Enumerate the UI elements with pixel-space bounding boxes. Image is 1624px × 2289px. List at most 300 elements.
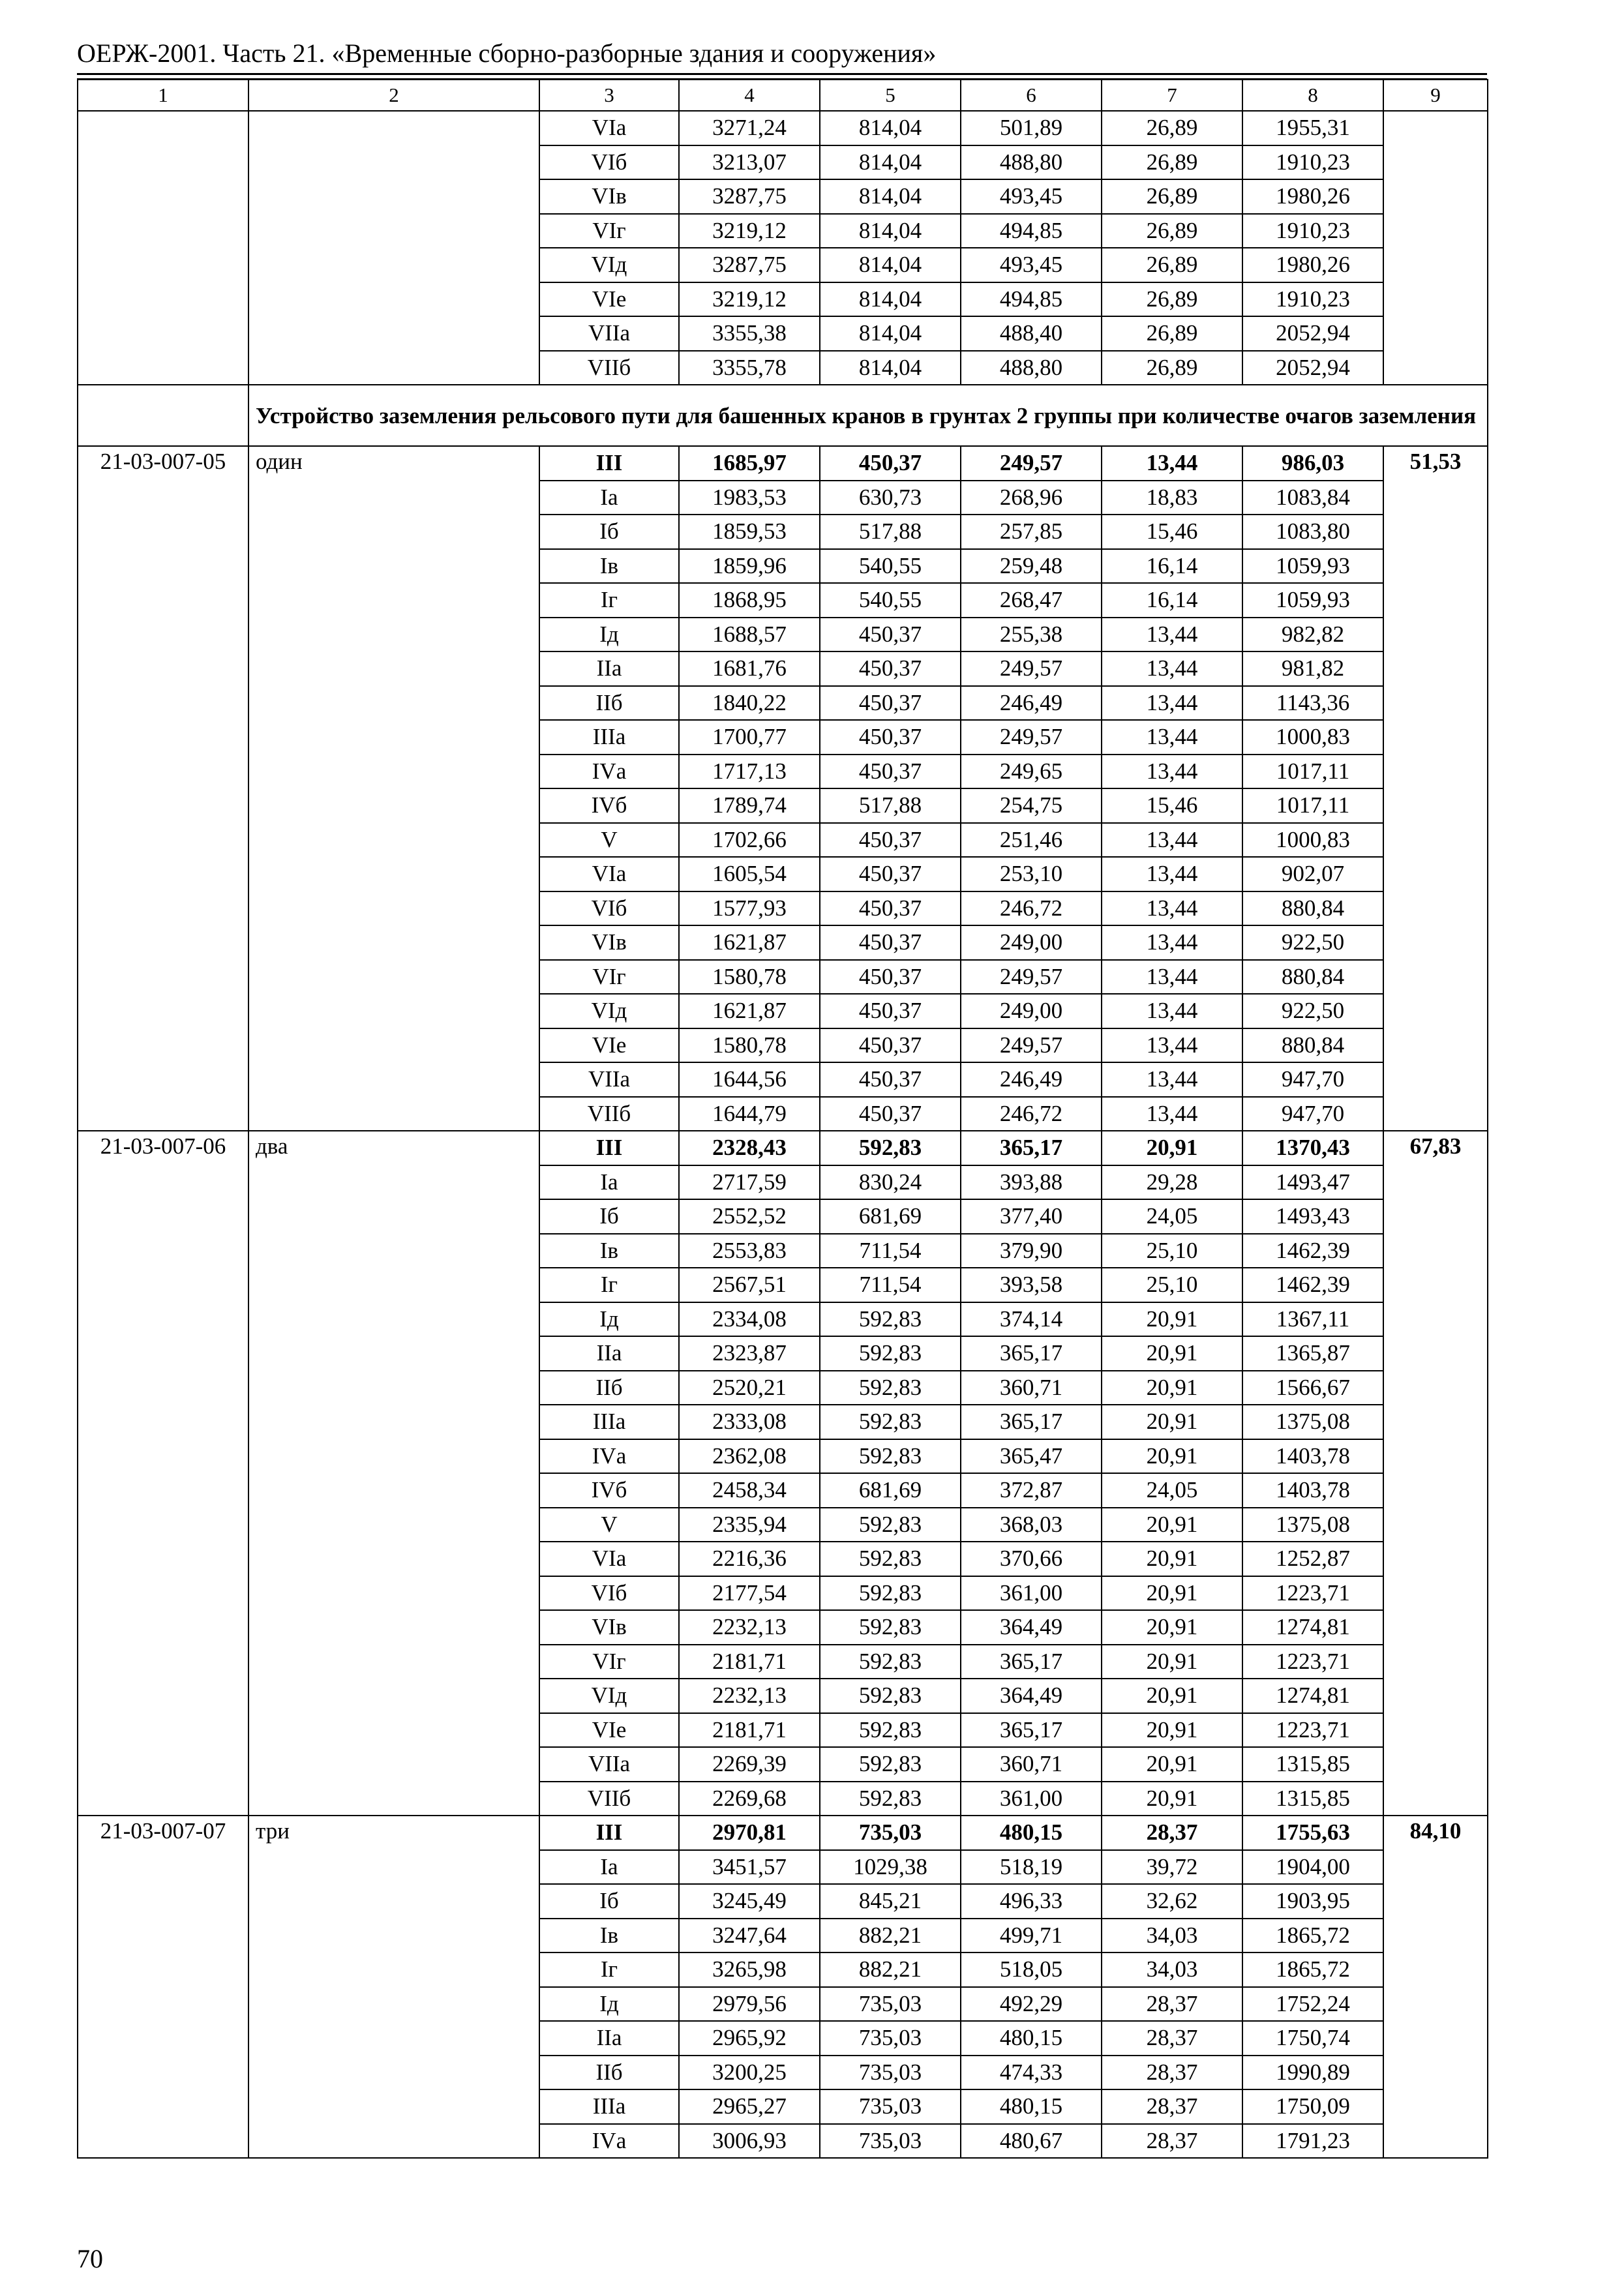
- value-cell: 1791,23: [1242, 2124, 1383, 2159]
- value-cell: 246,72: [961, 1097, 1102, 1131]
- value-cell: 1375,08: [1242, 1405, 1383, 1439]
- value-cell: 3271,24: [679, 111, 820, 145]
- value-cell: 480,15: [961, 1816, 1102, 1850]
- zone-cell: IIIа: [539, 1405, 679, 1439]
- value-cell: 13,44: [1102, 755, 1242, 789]
- value-cell: 1083,80: [1242, 515, 1383, 549]
- zone-cell: VIг: [539, 960, 679, 995]
- value-cell: 450,37: [820, 686, 961, 721]
- value-cell: 18,83: [1102, 481, 1242, 515]
- value-cell: 1910,23: [1242, 145, 1383, 180]
- zone-cell: VIа: [539, 1542, 679, 1576]
- value-cell: 450,37: [820, 823, 961, 858]
- value-cell: 1000,83: [1242, 823, 1383, 858]
- value-cell: 1223,71: [1242, 1645, 1383, 1679]
- zone-cell: V: [539, 1508, 679, 1542]
- value-cell: 28,37: [1102, 2124, 1242, 2159]
- table-row: [78, 1131, 1488, 1165]
- value-cell: 3006,93: [679, 2124, 820, 2159]
- zone-cell: III: [539, 1131, 679, 1165]
- value-cell: 2328,43: [679, 1131, 820, 1165]
- value-cell: 374,14: [961, 1302, 1102, 1337]
- zone-cell: Iб: [539, 515, 679, 549]
- value-cell: 1083,84: [1242, 481, 1383, 515]
- value-cell: 540,55: [820, 549, 961, 584]
- value-cell: 480,15: [961, 2021, 1102, 2056]
- value-cell: 735,03: [820, 2124, 961, 2159]
- value-cell: 3219,12: [679, 214, 820, 248]
- zone-cell: VIг: [539, 214, 679, 248]
- value-cell: 15,46: [1102, 515, 1242, 549]
- value-cell: 1017,11: [1242, 788, 1383, 823]
- value-cell: 2362,08: [679, 1439, 820, 1474]
- value-cell: 365,17: [961, 1405, 1102, 1439]
- value-cell: 26,89: [1102, 351, 1242, 385]
- value-cell: 880,84: [1242, 960, 1383, 995]
- value-cell: 1688,57: [679, 618, 820, 652]
- value-cell: 493,45: [961, 248, 1102, 282]
- column-number-row: [78, 80, 1488, 111]
- zone-cell: VIб: [539, 145, 679, 180]
- value-cell: 26,89: [1102, 111, 1242, 145]
- zone-cell: V: [539, 823, 679, 858]
- value-cell: 249,57: [961, 720, 1102, 755]
- value-cell: 711,54: [820, 1234, 961, 1268]
- zone-cell: VIIб: [539, 1782, 679, 1816]
- zone-cell: Iа: [539, 481, 679, 515]
- value-cell: 2177,54: [679, 1576, 820, 1611]
- value-cell: 450,37: [820, 994, 961, 1028]
- value-cell: 480,15: [961, 2089, 1102, 2124]
- value-cell: 393,88: [961, 1165, 1102, 1200]
- zone-cell: IIб: [539, 1371, 679, 1405]
- value-cell: 20,91: [1102, 1645, 1242, 1679]
- column-number-cell: 2: [248, 80, 539, 111]
- value-cell: 365,17: [961, 1131, 1102, 1165]
- value-cell: 2323,87: [679, 1336, 820, 1371]
- value-cell: 450,37: [820, 618, 961, 652]
- code-cell: 21-03-007-05: [78, 446, 248, 1131]
- section-empty-cell: [78, 385, 248, 446]
- name-cell: [248, 111, 539, 385]
- value-cell: 28,37: [1102, 1987, 1242, 2022]
- value-cell: 882,21: [820, 1919, 961, 1953]
- value-cell: 28,37: [1102, 1816, 1242, 1850]
- value-cell: 981,82: [1242, 651, 1383, 686]
- zone-cell: VIд: [539, 1679, 679, 1713]
- value-cell: 450,37: [820, 960, 961, 995]
- value-cell: 32,62: [1102, 1884, 1242, 1919]
- value-cell: 372,87: [961, 1473, 1102, 1508]
- value-cell: 246,49: [961, 686, 1102, 721]
- page-header: ОЕРЖ-2001. Часть 21. «Временные сборно-разборные здания и сооружения»: [77, 38, 937, 68]
- value-cell: 1752,24: [1242, 1987, 1383, 2022]
- value-cell: 1868,95: [679, 583, 820, 618]
- value-cell: 630,73: [820, 481, 961, 515]
- zone-cell: IIа: [539, 651, 679, 686]
- value-cell: 592,83: [820, 1336, 961, 1371]
- zone-cell: Iг: [539, 1268, 679, 1302]
- value-cell: 20,91: [1102, 1610, 1242, 1645]
- value-cell: 2553,83: [679, 1234, 820, 1268]
- value-cell: 1315,85: [1242, 1747, 1383, 1782]
- value-cell: 3213,07: [679, 145, 820, 180]
- column-number-cell: 8: [1242, 80, 1383, 111]
- labor-cell: 84,10: [1383, 1816, 1488, 2158]
- zone-cell: VIа: [539, 111, 679, 145]
- value-cell: 681,69: [820, 1473, 961, 1508]
- value-cell: 735,03: [820, 2056, 961, 2090]
- zone-cell: VIIб: [539, 1097, 679, 1131]
- zone-cell: VIв: [539, 1610, 679, 1645]
- value-cell: 1717,13: [679, 755, 820, 789]
- value-cell: 1252,87: [1242, 1542, 1383, 1576]
- value-cell: 26,89: [1102, 179, 1242, 214]
- value-cell: 257,85: [961, 515, 1102, 549]
- value-cell: 450,37: [820, 720, 961, 755]
- value-cell: 1365,87: [1242, 1336, 1383, 1371]
- value-cell: 735,03: [820, 2021, 961, 2056]
- value-cell: 1955,31: [1242, 111, 1383, 145]
- value-cell: 2552,52: [679, 1199, 820, 1234]
- value-cell: 1859,96: [679, 549, 820, 584]
- value-cell: 1462,39: [1242, 1234, 1383, 1268]
- value-cell: 13,44: [1102, 1062, 1242, 1097]
- value-cell: 20,91: [1102, 1679, 1242, 1713]
- value-cell: 1702,66: [679, 823, 820, 858]
- section-title: Устройство заземления рельсового пути для башенных кранов в грунтах 2 группы при количестве очагов заземления: [248, 385, 1488, 446]
- value-cell: 25,10: [1102, 1268, 1242, 1302]
- value-cell: 249,00: [961, 925, 1102, 960]
- value-cell: 1566,67: [1242, 1371, 1383, 1405]
- value-cell: 1750,74: [1242, 2021, 1383, 2056]
- name-cell: три: [248, 1816, 539, 2158]
- value-cell: 3451,57: [679, 1850, 820, 1885]
- value-cell: 518,05: [961, 1952, 1102, 1987]
- value-cell: 13,44: [1102, 1097, 1242, 1131]
- value-cell: 592,83: [820, 1508, 961, 1542]
- value-cell: 13,44: [1102, 446, 1242, 481]
- zone-cell: Iг: [539, 583, 679, 618]
- value-cell: 3245,49: [679, 1884, 820, 1919]
- value-cell: 3287,75: [679, 179, 820, 214]
- value-cell: 496,33: [961, 1884, 1102, 1919]
- value-cell: 2979,56: [679, 1987, 820, 2022]
- value-cell: 26,89: [1102, 248, 1242, 282]
- zone-cell: Iд: [539, 618, 679, 652]
- value-cell: 3200,25: [679, 2056, 820, 2090]
- value-cell: 1789,74: [679, 788, 820, 823]
- value-cell: 268,47: [961, 583, 1102, 618]
- value-cell: 1980,26: [1242, 248, 1383, 282]
- value-cell: 246,49: [961, 1062, 1102, 1097]
- value-cell: 1865,72: [1242, 1919, 1383, 1953]
- value-cell: 360,71: [961, 1747, 1102, 1782]
- zone-cell: Iд: [539, 1302, 679, 1337]
- value-cell: 1367,11: [1242, 1302, 1383, 1337]
- value-cell: 24,05: [1102, 1199, 1242, 1234]
- value-cell: 1493,47: [1242, 1165, 1383, 1200]
- column-number-cell: 3: [539, 80, 679, 111]
- value-cell: 450,37: [820, 857, 961, 891]
- zone-cell: VIе: [539, 282, 679, 317]
- zone-cell: Iв: [539, 549, 679, 584]
- zone-cell: Iа: [539, 1165, 679, 1200]
- value-cell: 2965,27: [679, 2089, 820, 2124]
- value-cell: 450,37: [820, 651, 961, 686]
- zone-cell: Iв: [539, 1234, 679, 1268]
- value-cell: 13,44: [1102, 823, 1242, 858]
- zone-cell: Iб: [539, 1884, 679, 1919]
- zone-cell: IIа: [539, 1336, 679, 1371]
- value-cell: 814,04: [820, 179, 961, 214]
- value-cell: 13,44: [1102, 857, 1242, 891]
- value-cell: 361,00: [961, 1782, 1102, 1816]
- zone-cell: VIе: [539, 1028, 679, 1063]
- table-row: [78, 446, 1488, 481]
- value-cell: 393,58: [961, 1268, 1102, 1302]
- value-cell: 711,54: [820, 1268, 961, 1302]
- value-cell: 1274,81: [1242, 1679, 1383, 1713]
- column-number-cell: 9: [1383, 80, 1488, 111]
- labor-cell: 51,53: [1383, 446, 1488, 1131]
- value-cell: 1685,97: [679, 446, 820, 481]
- value-cell: 1605,54: [679, 857, 820, 891]
- value-cell: 360,71: [961, 1371, 1102, 1405]
- value-cell: 20,91: [1102, 1439, 1242, 1474]
- value-cell: 2717,59: [679, 1165, 820, 1200]
- value-cell: 450,37: [820, 925, 961, 960]
- value-cell: 1990,89: [1242, 2056, 1383, 2090]
- zone-cell: Iб: [539, 1199, 679, 1234]
- value-cell: 1223,71: [1242, 1713, 1383, 1748]
- value-cell: 368,03: [961, 1508, 1102, 1542]
- value-cell: 26,89: [1102, 282, 1242, 317]
- value-cell: 2269,39: [679, 1747, 820, 1782]
- value-cell: 518,19: [961, 1850, 1102, 1885]
- zone-cell: Iв: [539, 1919, 679, 1953]
- value-cell: 249,57: [961, 960, 1102, 995]
- value-cell: 20,91: [1102, 1131, 1242, 1165]
- zone-cell: Iг: [539, 1952, 679, 1987]
- value-cell: 25,10: [1102, 1234, 1242, 1268]
- value-cell: 1755,63: [1242, 1816, 1383, 1850]
- header-rule-thick: [77, 73, 1487, 75]
- value-cell: 1983,53: [679, 481, 820, 515]
- value-cell: 249,57: [961, 651, 1102, 686]
- value-cell: 268,96: [961, 481, 1102, 515]
- value-cell: 902,07: [1242, 857, 1383, 891]
- value-cell: 20,91: [1102, 1405, 1242, 1439]
- value-cell: 1315,85: [1242, 1782, 1383, 1816]
- value-cell: 2052,94: [1242, 316, 1383, 351]
- value-cell: 814,04: [820, 248, 961, 282]
- value-cell: 26,89: [1102, 316, 1242, 351]
- value-cell: 1375,08: [1242, 1508, 1383, 1542]
- value-cell: 592,83: [820, 1439, 961, 1474]
- code-cell: [78, 111, 248, 385]
- zone-cell: IIб: [539, 2056, 679, 2090]
- value-cell: 249,57: [961, 446, 1102, 481]
- value-cell: 1644,79: [679, 1097, 820, 1131]
- zone-cell: VIIа: [539, 1747, 679, 1782]
- table-row: [78, 111, 1488, 145]
- value-cell: 15,46: [1102, 788, 1242, 823]
- name-cell: два: [248, 1131, 539, 1816]
- value-cell: 3355,38: [679, 316, 820, 351]
- value-cell: 501,89: [961, 111, 1102, 145]
- value-cell: 365,17: [961, 1713, 1102, 1748]
- value-cell: 2333,08: [679, 1405, 820, 1439]
- value-cell: 13,44: [1102, 720, 1242, 755]
- value-cell: 2216,36: [679, 1542, 820, 1576]
- value-cell: 1700,77: [679, 720, 820, 755]
- value-cell: 880,84: [1242, 891, 1383, 926]
- value-cell: 1059,93: [1242, 583, 1383, 618]
- value-cell: 814,04: [820, 214, 961, 248]
- page-number: 70: [77, 2244, 103, 2273]
- value-cell: 28,37: [1102, 2056, 1242, 2090]
- value-cell: 814,04: [820, 282, 961, 317]
- value-cell: 20,91: [1102, 1302, 1242, 1337]
- column-number-cell: 6: [961, 80, 1102, 111]
- value-cell: 2965,92: [679, 2021, 820, 2056]
- zone-cell: IVа: [539, 2124, 679, 2159]
- value-cell: 255,38: [961, 618, 1102, 652]
- value-cell: 365,17: [961, 1645, 1102, 1679]
- section-row: [78, 385, 1488, 446]
- value-cell: 592,83: [820, 1405, 961, 1439]
- name-cell: один: [248, 446, 539, 1131]
- value-cell: 494,85: [961, 214, 1102, 248]
- value-cell: 20,91: [1102, 1371, 1242, 1405]
- value-cell: 1840,22: [679, 686, 820, 721]
- value-cell: 681,69: [820, 1199, 961, 1234]
- value-cell: 986,03: [1242, 446, 1383, 481]
- zone-cell: III: [539, 446, 679, 481]
- value-cell: 249,65: [961, 755, 1102, 789]
- code-cell: 21-03-007-06: [78, 1131, 248, 1816]
- value-cell: 3247,64: [679, 1919, 820, 1953]
- value-cell: 982,82: [1242, 618, 1383, 652]
- value-cell: 592,83: [820, 1782, 961, 1816]
- value-cell: 1223,71: [1242, 1576, 1383, 1611]
- value-cell: 20,91: [1102, 1542, 1242, 1576]
- value-cell: 735,03: [820, 1816, 961, 1850]
- value-cell: 1059,93: [1242, 549, 1383, 584]
- value-cell: 592,83: [820, 1645, 961, 1679]
- value-cell: 488,80: [961, 145, 1102, 180]
- value-cell: 1621,87: [679, 994, 820, 1028]
- value-cell: 28,37: [1102, 2089, 1242, 2124]
- value-cell: 1462,39: [1242, 1268, 1383, 1302]
- table-row: [78, 1816, 1488, 1850]
- value-cell: 20,91: [1102, 1508, 1242, 1542]
- value-cell: 947,70: [1242, 1097, 1383, 1131]
- value-cell: 13,44: [1102, 651, 1242, 686]
- value-cell: 259,48: [961, 549, 1102, 584]
- zone-cell: Iд: [539, 1987, 679, 2022]
- value-cell: 26,89: [1102, 145, 1242, 180]
- value-cell: 880,84: [1242, 1028, 1383, 1063]
- value-cell: 488,80: [961, 351, 1102, 385]
- value-cell: 13,44: [1102, 960, 1242, 995]
- zone-cell: VIIа: [539, 1062, 679, 1097]
- value-cell: 2458,34: [679, 1473, 820, 1508]
- value-cell: 13,44: [1102, 994, 1242, 1028]
- value-cell: 517,88: [820, 515, 961, 549]
- value-cell: 517,88: [820, 788, 961, 823]
- value-cell: 2232,13: [679, 1679, 820, 1713]
- value-cell: 814,04: [820, 351, 961, 385]
- zone-cell: VIд: [539, 248, 679, 282]
- value-cell: 29,28: [1102, 1165, 1242, 1200]
- zone-cell: Iа: [539, 1850, 679, 1885]
- value-cell: 922,50: [1242, 994, 1383, 1028]
- value-cell: 1910,23: [1242, 282, 1383, 317]
- value-cell: 450,37: [820, 891, 961, 926]
- value-cell: 814,04: [820, 111, 961, 145]
- value-cell: 249,00: [961, 994, 1102, 1028]
- value-cell: 370,66: [961, 1542, 1102, 1576]
- zone-cell: IIб: [539, 686, 679, 721]
- value-cell: 1910,23: [1242, 214, 1383, 248]
- value-cell: 1750,09: [1242, 2089, 1383, 2124]
- column-number-cell: 5: [820, 80, 961, 111]
- value-cell: 592,83: [820, 1131, 961, 1165]
- column-number-cell: 1: [78, 80, 248, 111]
- value-cell: 450,37: [820, 1062, 961, 1097]
- value-cell: 1859,53: [679, 515, 820, 549]
- value-cell: 13,44: [1102, 618, 1242, 652]
- value-cell: 450,37: [820, 1097, 961, 1131]
- value-cell: 2334,08: [679, 1302, 820, 1337]
- value-cell: 377,40: [961, 1199, 1102, 1234]
- value-cell: 592,83: [820, 1576, 961, 1611]
- value-cell: 28,37: [1102, 2021, 1242, 2056]
- value-cell: 845,21: [820, 1884, 961, 1919]
- zone-cell: VIд: [539, 994, 679, 1028]
- code-cell: 21-03-007-07: [78, 1816, 248, 2158]
- zone-cell: IIа: [539, 2021, 679, 2056]
- value-cell: 592,83: [820, 1371, 961, 1405]
- table-body: [78, 80, 1488, 2158]
- value-cell: 3355,78: [679, 351, 820, 385]
- value-cell: 20,91: [1102, 1713, 1242, 1748]
- value-cell: 1577,93: [679, 891, 820, 926]
- value-cell: 364,49: [961, 1610, 1102, 1645]
- value-cell: 2520,21: [679, 1371, 820, 1405]
- price-table: [77, 79, 1488, 2159]
- value-cell: 20,91: [1102, 1576, 1242, 1611]
- value-cell: 2232,13: [679, 1610, 820, 1645]
- zone-cell: VIб: [539, 1576, 679, 1611]
- labor-cell: [1383, 111, 1488, 385]
- value-cell: 494,85: [961, 282, 1102, 317]
- value-cell: 13,44: [1102, 686, 1242, 721]
- value-cell: 1403,78: [1242, 1439, 1383, 1474]
- value-cell: 1403,78: [1242, 1473, 1383, 1508]
- value-cell: 253,10: [961, 857, 1102, 891]
- value-cell: 492,29: [961, 1987, 1102, 2022]
- value-cell: 39,72: [1102, 1850, 1242, 1885]
- value-cell: 1000,83: [1242, 720, 1383, 755]
- value-cell: 1143,36: [1242, 686, 1383, 721]
- value-cell: 3219,12: [679, 282, 820, 317]
- value-cell: 365,17: [961, 1336, 1102, 1371]
- value-cell: 882,21: [820, 1952, 961, 1987]
- zone-cell: VIв: [539, 179, 679, 214]
